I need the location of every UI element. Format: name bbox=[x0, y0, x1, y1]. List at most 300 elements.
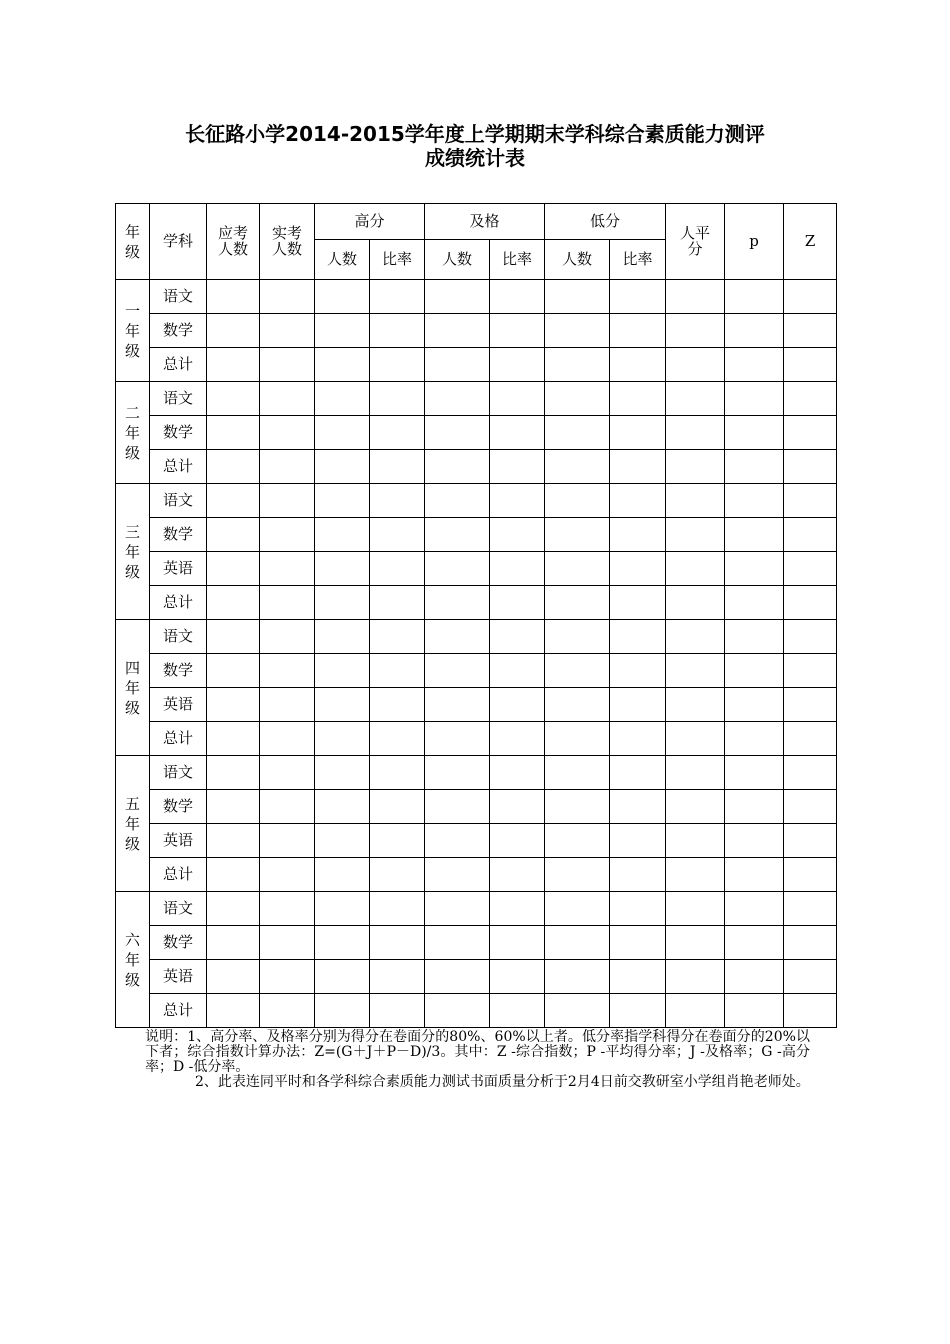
data-cell[interactable] bbox=[207, 722, 260, 756]
header-high-count: 人数 bbox=[315, 240, 370, 280]
data-cell[interactable] bbox=[370, 552, 425, 586]
header-low-rate: 比率 bbox=[610, 240, 666, 280]
data-cell[interactable] bbox=[725, 484, 784, 518]
header-pass-rate: 比率 bbox=[490, 240, 545, 280]
data-cell[interactable] bbox=[725, 348, 784, 382]
subject-label: 总计 bbox=[150, 348, 207, 382]
data-cell[interactable] bbox=[545, 280, 610, 314]
data-cell[interactable] bbox=[545, 960, 610, 994]
table-row bbox=[116, 620, 837, 654]
data-cell[interactable] bbox=[260, 994, 315, 1028]
table-row bbox=[116, 994, 837, 1028]
subject-label: 数学 bbox=[150, 654, 207, 688]
table-row bbox=[116, 756, 837, 790]
data-cell[interactable] bbox=[207, 620, 260, 654]
data-cell[interactable] bbox=[666, 994, 725, 1028]
data-cell[interactable] bbox=[370, 756, 425, 790]
table-row bbox=[116, 314, 837, 348]
data-cell[interactable] bbox=[490, 824, 545, 858]
data-cell[interactable] bbox=[610, 586, 666, 620]
data-cell[interactable] bbox=[425, 790, 490, 824]
data-cell[interactable] bbox=[666, 484, 725, 518]
data-cell[interactable] bbox=[610, 416, 666, 450]
data-cell[interactable] bbox=[260, 552, 315, 586]
data-cell[interactable] bbox=[315, 348, 370, 382]
data-cell[interactable] bbox=[315, 484, 370, 518]
data-cell[interactable] bbox=[370, 314, 425, 348]
subject-label: 语文 bbox=[150, 382, 207, 416]
subject-label: 总计 bbox=[150, 858, 207, 892]
data-cell[interactable] bbox=[666, 926, 725, 960]
data-cell[interactable] bbox=[260, 484, 315, 518]
grade-label: 三年级 bbox=[116, 484, 150, 620]
subject-label: 数学 bbox=[150, 790, 207, 824]
data-cell[interactable] bbox=[610, 824, 666, 858]
data-cell[interactable] bbox=[610, 552, 666, 586]
data-cell[interactable] bbox=[545, 722, 610, 756]
data-cell[interactable] bbox=[545, 450, 610, 484]
data-cell[interactable] bbox=[610, 960, 666, 994]
data-cell[interactable] bbox=[260, 416, 315, 450]
data-cell[interactable] bbox=[666, 654, 725, 688]
data-cell[interactable] bbox=[425, 484, 490, 518]
data-cell[interactable] bbox=[545, 586, 610, 620]
subject-label: 数学 bbox=[150, 518, 207, 552]
table-row bbox=[116, 382, 837, 416]
data-cell[interactable] bbox=[425, 858, 490, 892]
header-pass: 及格 bbox=[425, 204, 545, 240]
data-cell[interactable] bbox=[370, 620, 425, 654]
data-cell[interactable] bbox=[207, 892, 260, 926]
data-cell[interactable] bbox=[666, 314, 725, 348]
data-cell[interactable] bbox=[610, 314, 666, 348]
data-cell[interactable] bbox=[207, 688, 260, 722]
data-cell[interactable] bbox=[315, 586, 370, 620]
data-cell[interactable] bbox=[370, 722, 425, 756]
header-subject: 学科 bbox=[150, 204, 207, 280]
subject-label: 总计 bbox=[150, 450, 207, 484]
table-row bbox=[116, 450, 837, 484]
data-cell[interactable] bbox=[490, 620, 545, 654]
data-cell[interactable] bbox=[370, 790, 425, 824]
data-cell[interactable] bbox=[784, 484, 837, 518]
table-row bbox=[116, 790, 837, 824]
data-cell[interactable] bbox=[784, 518, 837, 552]
data-cell[interactable] bbox=[784, 586, 837, 620]
grade-label: 六年级 bbox=[116, 892, 150, 1028]
data-cell[interactable] bbox=[725, 586, 784, 620]
data-cell[interactable] bbox=[370, 824, 425, 858]
table-row bbox=[116, 416, 837, 450]
data-cell[interactable] bbox=[666, 722, 725, 756]
table-row bbox=[116, 586, 837, 620]
data-cell[interactable] bbox=[425, 960, 490, 994]
data-cell[interactable] bbox=[725, 722, 784, 756]
data-cell[interactable] bbox=[425, 280, 490, 314]
data-cell[interactable] bbox=[545, 314, 610, 348]
data-cell[interactable] bbox=[725, 960, 784, 994]
data-cell[interactable] bbox=[370, 892, 425, 926]
data-cell[interactable] bbox=[315, 756, 370, 790]
data-cell[interactable] bbox=[315, 450, 370, 484]
data-cell[interactable] bbox=[207, 824, 260, 858]
notes-section bbox=[145, 1030, 810, 1090]
data-cell[interactable] bbox=[610, 892, 666, 926]
data-cell[interactable] bbox=[545, 858, 610, 892]
data-cell[interactable] bbox=[784, 858, 837, 892]
data-cell[interactable] bbox=[725, 654, 784, 688]
data-cell[interactable] bbox=[490, 518, 545, 552]
data-cell[interactable] bbox=[260, 858, 315, 892]
data-cell[interactable] bbox=[784, 314, 837, 348]
data-cell[interactable] bbox=[260, 518, 315, 552]
data-cell[interactable] bbox=[425, 416, 490, 450]
data-cell[interactable] bbox=[784, 994, 837, 1028]
data-cell[interactable] bbox=[610, 926, 666, 960]
data-cell[interactable] bbox=[207, 654, 260, 688]
data-cell[interactable] bbox=[666, 416, 725, 450]
data-cell[interactable] bbox=[425, 518, 490, 552]
data-cell[interactable] bbox=[490, 926, 545, 960]
data-cell[interactable] bbox=[207, 484, 260, 518]
header-z: Z bbox=[784, 204, 837, 280]
data-cell[interactable] bbox=[370, 450, 425, 484]
data-cell[interactable] bbox=[490, 314, 545, 348]
data-cell[interactable] bbox=[490, 552, 545, 586]
data-cell[interactable] bbox=[425, 450, 490, 484]
data-cell[interactable] bbox=[666, 824, 725, 858]
data-cell[interactable] bbox=[725, 756, 784, 790]
note-1: 说明：1、高分率、及格率分别为得分在卷面分的80%、60%以上者。低分率指学科得分在卷面分的20%以下者；综合指数计算办法：Z=(G＋J＋P－D)/3。其中：Z -综合指数；P -平均得分率；J -及格率；G -高分率；D -低分率。 bbox=[145, 1029, 810, 1075]
data-cell[interactable] bbox=[370, 926, 425, 960]
subject-label: 英语 bbox=[150, 688, 207, 722]
data-cell[interactable] bbox=[490, 994, 545, 1028]
data-cell[interactable] bbox=[666, 756, 725, 790]
data-cell[interactable] bbox=[260, 688, 315, 722]
data-cell[interactable] bbox=[425, 994, 490, 1028]
data-cell[interactable] bbox=[666, 450, 725, 484]
data-cell[interactable] bbox=[784, 892, 837, 926]
data-cell[interactable] bbox=[545, 790, 610, 824]
data-cell[interactable] bbox=[207, 450, 260, 484]
data-cell[interactable] bbox=[784, 824, 837, 858]
data-cell[interactable] bbox=[425, 722, 490, 756]
data-cell[interactable] bbox=[315, 892, 370, 926]
data-cell[interactable] bbox=[610, 484, 666, 518]
data-cell[interactable] bbox=[545, 892, 610, 926]
data-cell[interactable] bbox=[666, 586, 725, 620]
data-cell[interactable] bbox=[260, 960, 315, 994]
data-cell[interactable] bbox=[490, 348, 545, 382]
data-cell[interactable] bbox=[315, 416, 370, 450]
subject-label: 数学 bbox=[150, 314, 207, 348]
data-cell[interactable] bbox=[370, 382, 425, 416]
data-cell[interactable] bbox=[725, 892, 784, 926]
data-cell[interactable] bbox=[425, 654, 490, 688]
header-average: 人平分 bbox=[666, 204, 725, 280]
data-cell[interactable] bbox=[315, 620, 370, 654]
subject-label: 语文 bbox=[150, 756, 207, 790]
data-cell[interactable] bbox=[545, 688, 610, 722]
data-cell[interactable] bbox=[545, 654, 610, 688]
data-cell[interactable] bbox=[207, 858, 260, 892]
data-cell[interactable] bbox=[666, 552, 725, 586]
subject-label: 语文 bbox=[150, 280, 207, 314]
header-low-count: 人数 bbox=[545, 240, 610, 280]
document-title: 长征路小学2014-2015学年度上学期期末学科综合素质能力测评 bbox=[185, 122, 765, 146]
data-cell[interactable] bbox=[666, 280, 725, 314]
data-cell[interactable] bbox=[545, 824, 610, 858]
data-cell[interactable] bbox=[260, 348, 315, 382]
data-cell[interactable] bbox=[370, 280, 425, 314]
data-cell[interactable] bbox=[370, 994, 425, 1028]
data-cell[interactable] bbox=[725, 994, 784, 1028]
data-cell[interactable] bbox=[610, 756, 666, 790]
data-cell[interactable] bbox=[725, 620, 784, 654]
data-cell[interactable] bbox=[207, 518, 260, 552]
data-cell[interactable] bbox=[610, 620, 666, 654]
data-cell[interactable] bbox=[260, 450, 315, 484]
data-cell[interactable] bbox=[666, 382, 725, 416]
table-row bbox=[116, 348, 837, 382]
data-cell[interactable] bbox=[490, 450, 545, 484]
header-p: p bbox=[725, 204, 784, 280]
data-cell[interactable] bbox=[490, 484, 545, 518]
data-cell[interactable] bbox=[725, 416, 784, 450]
data-cell[interactable] bbox=[425, 756, 490, 790]
data-cell[interactable] bbox=[260, 722, 315, 756]
data-cell[interactable] bbox=[545, 484, 610, 518]
grade-label: 一年级 bbox=[116, 280, 150, 382]
data-cell[interactable] bbox=[725, 552, 784, 586]
table-row bbox=[116, 858, 837, 892]
data-cell[interactable] bbox=[490, 858, 545, 892]
grade-label: 五年级 bbox=[116, 756, 150, 892]
data-cell[interactable] bbox=[490, 416, 545, 450]
data-cell[interactable] bbox=[610, 382, 666, 416]
data-cell[interactable] bbox=[315, 858, 370, 892]
data-cell[interactable] bbox=[370, 416, 425, 450]
data-cell[interactable] bbox=[260, 756, 315, 790]
data-cell[interactable] bbox=[425, 586, 490, 620]
data-cell[interactable] bbox=[315, 314, 370, 348]
data-cell[interactable] bbox=[666, 620, 725, 654]
table-row bbox=[116, 722, 837, 756]
data-cell[interactable] bbox=[425, 552, 490, 586]
data-cell[interactable] bbox=[490, 688, 545, 722]
data-cell[interactable] bbox=[370, 858, 425, 892]
data-cell[interactable] bbox=[425, 688, 490, 722]
data-cell[interactable] bbox=[207, 926, 260, 960]
data-cell[interactable] bbox=[370, 484, 425, 518]
data-cell[interactable] bbox=[545, 756, 610, 790]
header-pass-count: 人数 bbox=[425, 240, 490, 280]
data-cell[interactable] bbox=[666, 858, 725, 892]
data-cell[interactable] bbox=[207, 994, 260, 1028]
data-cell[interactable] bbox=[260, 382, 315, 416]
data-cell[interactable] bbox=[490, 382, 545, 416]
data-cell[interactable] bbox=[725, 926, 784, 960]
data-cell[interactable] bbox=[207, 280, 260, 314]
data-cell[interactable] bbox=[425, 314, 490, 348]
data-cell[interactable] bbox=[490, 654, 545, 688]
subject-label: 语文 bbox=[150, 892, 207, 926]
data-cell[interactable] bbox=[490, 722, 545, 756]
subject-label: 总计 bbox=[150, 722, 207, 756]
table-row bbox=[116, 892, 837, 926]
data-cell[interactable] bbox=[425, 348, 490, 382]
data-cell[interactable] bbox=[315, 552, 370, 586]
data-cell[interactable] bbox=[315, 960, 370, 994]
data-cell[interactable] bbox=[725, 450, 784, 484]
data-cell[interactable] bbox=[315, 722, 370, 756]
data-cell[interactable] bbox=[207, 314, 260, 348]
data-cell[interactable] bbox=[207, 416, 260, 450]
data-cell[interactable] bbox=[315, 688, 370, 722]
data-cell[interactable] bbox=[490, 586, 545, 620]
data-cell[interactable] bbox=[545, 994, 610, 1028]
data-cell[interactable] bbox=[610, 858, 666, 892]
data-cell[interactable] bbox=[207, 756, 260, 790]
header-low-score: 低分 bbox=[545, 204, 666, 240]
data-cell[interactable] bbox=[725, 314, 784, 348]
data-cell[interactable] bbox=[784, 450, 837, 484]
data-cell[interactable] bbox=[260, 790, 315, 824]
data-cell[interactable] bbox=[610, 450, 666, 484]
data-cell[interactable] bbox=[370, 518, 425, 552]
data-cell[interactable] bbox=[784, 416, 837, 450]
data-cell[interactable] bbox=[260, 620, 315, 654]
data-cell[interactable] bbox=[425, 620, 490, 654]
data-cell[interactable] bbox=[784, 926, 837, 960]
data-cell[interactable] bbox=[784, 552, 837, 586]
data-cell[interactable] bbox=[725, 688, 784, 722]
data-cell[interactable] bbox=[490, 280, 545, 314]
data-cell[interactable] bbox=[207, 790, 260, 824]
data-cell[interactable] bbox=[725, 518, 784, 552]
data-cell[interactable] bbox=[784, 348, 837, 382]
data-cell[interactable] bbox=[784, 688, 837, 722]
data-cell[interactable] bbox=[610, 518, 666, 552]
data-cell[interactable] bbox=[545, 416, 610, 450]
data-cell[interactable] bbox=[545, 348, 610, 382]
data-cell[interactable] bbox=[610, 790, 666, 824]
table-row bbox=[116, 926, 837, 960]
data-cell[interactable] bbox=[207, 586, 260, 620]
table-body bbox=[116, 280, 837, 1028]
header-actual-count: 实考人数 bbox=[260, 204, 315, 280]
data-cell[interactable] bbox=[260, 280, 315, 314]
table-row bbox=[116, 552, 837, 586]
data-cell[interactable] bbox=[260, 824, 315, 858]
data-cell[interactable] bbox=[725, 824, 784, 858]
data-cell[interactable] bbox=[490, 756, 545, 790]
data-cell[interactable] bbox=[260, 892, 315, 926]
data-cell[interactable] bbox=[545, 926, 610, 960]
data-cell[interactable] bbox=[725, 280, 784, 314]
data-cell[interactable] bbox=[370, 348, 425, 382]
data-cell[interactable] bbox=[315, 518, 370, 552]
data-cell[interactable] bbox=[260, 314, 315, 348]
data-cell[interactable] bbox=[610, 688, 666, 722]
data-cell[interactable] bbox=[545, 552, 610, 586]
data-cell[interactable] bbox=[666, 518, 725, 552]
data-cell[interactable] bbox=[370, 960, 425, 994]
data-cell[interactable] bbox=[545, 620, 610, 654]
data-cell[interactable] bbox=[666, 790, 725, 824]
data-cell[interactable] bbox=[545, 382, 610, 416]
data-cell[interactable] bbox=[725, 382, 784, 416]
data-cell[interactable] bbox=[490, 892, 545, 926]
data-cell[interactable] bbox=[207, 348, 260, 382]
data-cell[interactable] bbox=[425, 824, 490, 858]
data-cell[interactable] bbox=[784, 382, 837, 416]
data-cell[interactable] bbox=[666, 348, 725, 382]
data-cell[interactable] bbox=[315, 790, 370, 824]
data-cell[interactable] bbox=[610, 722, 666, 756]
data-cell[interactable] bbox=[666, 892, 725, 926]
data-cell[interactable] bbox=[784, 654, 837, 688]
document-subtitle: 成绩统计表 bbox=[425, 146, 525, 170]
data-cell[interactable] bbox=[784, 790, 837, 824]
subject-label: 语文 bbox=[150, 620, 207, 654]
table-row bbox=[116, 688, 837, 722]
data-cell[interactable] bbox=[610, 348, 666, 382]
data-cell[interactable] bbox=[610, 654, 666, 688]
data-cell[interactable] bbox=[370, 586, 425, 620]
data-cell[interactable] bbox=[425, 892, 490, 926]
header-high-rate: 比率 bbox=[370, 240, 425, 280]
subject-label: 英语 bbox=[150, 960, 207, 994]
data-cell[interactable] bbox=[725, 858, 784, 892]
data-cell[interactable] bbox=[784, 756, 837, 790]
data-cell[interactable] bbox=[370, 688, 425, 722]
data-cell[interactable] bbox=[784, 722, 837, 756]
data-cell[interactable] bbox=[425, 382, 490, 416]
data-cell[interactable] bbox=[315, 824, 370, 858]
data-cell[interactable] bbox=[207, 552, 260, 586]
subject-label: 语文 bbox=[150, 484, 207, 518]
data-cell[interactable] bbox=[784, 960, 837, 994]
data-cell[interactable] bbox=[260, 586, 315, 620]
subject-label: 英语 bbox=[150, 552, 207, 586]
data-cell[interactable] bbox=[260, 654, 315, 688]
data-cell[interactable] bbox=[207, 960, 260, 994]
data-cell[interactable] bbox=[315, 280, 370, 314]
data-cell[interactable] bbox=[666, 688, 725, 722]
data-cell[interactable] bbox=[207, 382, 260, 416]
data-cell[interactable] bbox=[784, 280, 837, 314]
data-cell[interactable] bbox=[315, 654, 370, 688]
data-cell[interactable] bbox=[666, 960, 725, 994]
data-cell[interactable] bbox=[315, 994, 370, 1028]
data-cell[interactable] bbox=[315, 926, 370, 960]
data-cell[interactable] bbox=[315, 382, 370, 416]
data-cell[interactable] bbox=[490, 790, 545, 824]
subject-label: 数学 bbox=[150, 926, 207, 960]
data-cell[interactable] bbox=[370, 654, 425, 688]
data-cell[interactable] bbox=[490, 960, 545, 994]
data-cell[interactable] bbox=[545, 518, 610, 552]
data-cell[interactable] bbox=[260, 926, 315, 960]
header-grade: 年级 bbox=[116, 204, 150, 280]
data-cell[interactable] bbox=[425, 926, 490, 960]
data-cell[interactable] bbox=[610, 280, 666, 314]
header-high-score: 高分 bbox=[315, 204, 425, 240]
data-cell[interactable] bbox=[725, 790, 784, 824]
data-cell[interactable] bbox=[610, 994, 666, 1028]
data-cell[interactable] bbox=[784, 620, 837, 654]
